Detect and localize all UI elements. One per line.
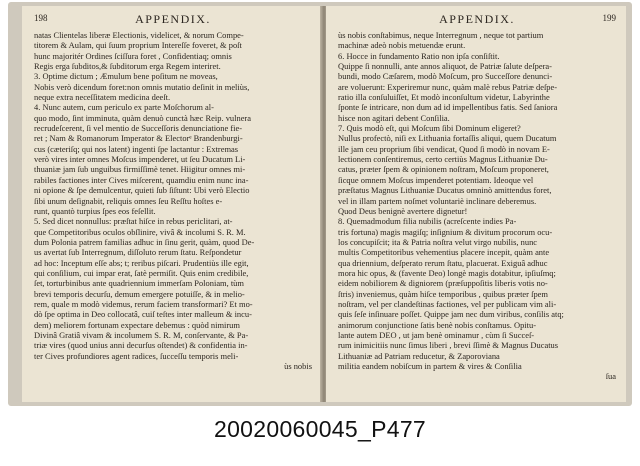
text-line: us avertat ſub Interregnum, diſſoluto rerum ſtatu. Reſpondetur (34, 247, 242, 258)
text-line: ille jam ceu proprium ſibi vendicat, Quod ſi modò in novam E- (338, 143, 550, 154)
text-line: dò ſpe optima in Deo collocatâ, cuiſ teſtes inter malleum & incu- (34, 309, 252, 320)
text-line: natas Clientelas liberæ Electionis, videlicet, & norum Compe- (34, 30, 244, 40)
text-line: qui conſilium, cui impar erat, ſatè permiſit. Quis enim credibile, (34, 267, 249, 278)
text-line: ſtris) inveniemus, quàm hiſce temporibus , quibus præter ſpem (338, 288, 548, 299)
text-line: 7. Quis modò eſt, qui Moſcum ſibi Dominum eligeret? (338, 123, 521, 134)
text-line: recrudeſcerent, ſi vel mentio de Succeſſoris denunciatione fie- (34, 123, 243, 134)
left-page (22, 6, 322, 402)
left-running-head: APPENDIX. (135, 12, 211, 26)
right-page-header (338, 12, 616, 28)
text-line: 5. Sed dicet nonnullus: præſtat hiſce in rebus periclitari, at- (34, 216, 233, 227)
image-caption: 20020060045_P477 (213, 416, 426, 442)
text-line: ſicque omnem Moſcus impenderet potentiam. Ideoque vel (338, 174, 534, 185)
text-line: hisce non agitari debent Conſilia. (338, 112, 450, 123)
text-line: titorem & Aulam, qui ſuum proprium Intereſſe foveret, & poſt (34, 40, 242, 51)
left-page-text (34, 30, 312, 371)
text-line: lectionem conſentiremus, certo certiùs Magnus Lithuaniæ Du- (338, 154, 548, 165)
text-line: ratio illa conſuluiſſet, Et modò inconſultum videtur, Labyrinthe (338, 92, 550, 103)
text-line: los concupiſcit; ita & Patria noſtra velut virgo nubilis, nunc (338, 236, 538, 247)
text-line: 8. Quemadmodum filia nubilis (acreſcente indies Pa- (338, 216, 517, 227)
text-line: militia eandem nobiſcum in partem & vires & Conſilia (338, 361, 522, 371)
text-line: ret ; Nam & Romanorum Imperator & Electorᵉ Brandenburgi- (34, 133, 243, 144)
text-line: eidem nobiliorem & digniorem (præſuppoſitis liberis votis no- (338, 278, 548, 289)
text-line: triæ vires (quod unius anni decurſus oſtendet) & confidentia in- (34, 340, 248, 351)
text-line: animorum conjunctione ſatis benè nobis conſtamus. Opitu- (338, 319, 537, 330)
text-line: vel in illam partem noſmet voluntariè inclinare deberemus. (338, 195, 537, 206)
text-line: Nobis verò dicendum foret:non omnis mutatio deſinit in meliùs, (34, 81, 250, 92)
text-line: runt, quantò turpius ſpes eos feſellit. (34, 205, 156, 216)
text-line: tris fortuna) magis magiſq; inſignium & divitum procorum ocu- (338, 226, 553, 237)
text-line: are voluerunt: Experiremur nunc, quàm malè rebus Patriæ deſpe- (338, 81, 558, 92)
text-line: que Competitoribus oculos obſlinire, vivâ & incolumi S. R. M. (34, 226, 246, 237)
text-line: ùs nobis (284, 361, 312, 371)
text-line: ſua (605, 371, 616, 382)
text-line: thuaniæ jam ſub unguibus firmiſſimè tenet. Hiigitur omnes mi- (34, 164, 246, 175)
text-line: verò vires inter omnes Moſcus impenderet, ut ſeu Ducatum Li- (34, 154, 246, 165)
text-line: ter Cives profundiores agent radices, ſucceſſu temporis meli- (34, 350, 239, 361)
text-line: 4. Nunc autem, cum periculo ex parte Moſchorum al- (34, 102, 214, 113)
text-line: mora hic opus, & (favente Deo) longè magis dotabitur, ipſiuſmq; (338, 267, 556, 278)
text-line: Nullus profectò, niſi ex Lithuania fortaſſis aliqui, quem Ducatum (338, 133, 557, 144)
text-line: dum Polonia patrem familias adhuc in ſinu gerit, quàm, quod De- (34, 236, 255, 247)
text-line: dem) meliorem fortunam expectare debemus : quòd nimirum (34, 319, 240, 330)
text-line: noſtram, vel per clandeſtinas factiones, vel per publicam vim ali- (338, 298, 557, 309)
text-line: bundi, modo Cæſarem, modò Moſcum, pro Succeſſore denunci- (338, 71, 553, 82)
text-line: brevi temporis decurſu, demum emergere potuiſſe, & in melio- (34, 288, 245, 299)
text-line: 6. Hocce in fundamento Ratio non ipſa conſiſtit. (338, 50, 500, 61)
left-page-number: 198 (34, 13, 48, 23)
text-line: Quippe ſi nonnulli, ante annos aliquot, de Patriæ ſalute deſpera- (338, 61, 552, 72)
text-line: ad hoc: Inceptum eſſe abs; t; reribus piſcari. Prudentiùs ille egit, (34, 257, 249, 268)
text-line: multis Competitoribus vehementius placere incepit, quàm ante (338, 247, 550, 258)
text-line: catus, præter ſpem & opinionem noſtram, Moſcum proponeret, (338, 164, 549, 175)
text-line: Quod Deus benignè avertere dignetur! (338, 205, 468, 216)
text-line: rum inimicitiis nunc ſimus liberi , brevi ſſimè & Magnus Ducatus (338, 340, 559, 351)
text-line: hunc majoritér Ordines ſciſſura foret , Confidentiaq; omnis (34, 50, 232, 61)
right-running-head: APPENDIX. (439, 12, 515, 26)
right-page-number: 199 (602, 13, 616, 23)
text-line: quis ſeſe inſinuare poſſet. Quippe jam nec dum viribus, conſilis atq; (338, 309, 564, 320)
text-line: Lithuaniæ ad Patriam reducetur, & Zaporoviana (338, 350, 500, 361)
text-line: Divinâ Gratiâ vivam & incolumem S. R. M, conſervante, & Pa- (34, 329, 249, 340)
right-page (326, 6, 626, 402)
text-line: rabiles factiones inter Cives miſcerent, quamdiu enim nunc ina- (34, 174, 249, 185)
text-line: lante autem DEO , ut jam benè ominamur , cùm ſi Succeſ- (338, 329, 535, 340)
text-line: Regis erga ſubditos,& ſubditorum erga Regem interiret. (34, 61, 221, 72)
right-page-text (338, 30, 616, 382)
text-line: neque extra neceſſitatem medicina deeſt. (34, 92, 171, 103)
text-line: ſibi unum deſignabit, reliquis omnes ſeu Reſſtu hoſtes e- (34, 195, 223, 206)
text-line: qua driennium, deſperato rerum ſtatu, placuerat. Exiguâ adhuc (338, 257, 548, 268)
text-line: ni opione & ſpe demulcentur, quieti ſub ſiſtunt: Ubi verò Electio (34, 185, 250, 196)
text-line: quo modo, ſint imminuta, quàm denuò cunctà hæc Reip. vulnera (34, 112, 251, 123)
text-line: præſtatus Magnus Lithuaniæ Ducatus omninò amittendus foret, (338, 185, 552, 196)
text-line: ùs nobis conſtabimus, neque Interregnum , neque tot partium (338, 30, 544, 40)
text-line: 3. Optime dictum ; Æmulum bene poſitum ne moveas, (34, 71, 218, 82)
text-line: machinæ adeò nobis metuendæ erunt. (338, 40, 466, 51)
text-line: rem, quale m modò videmus, rerum faciem transformari? Et mo- (34, 298, 253, 309)
text-line: cus (cæteriſq; qui nos latent) ingenti ſpe lactantur : Extremas (34, 143, 239, 154)
left-page-header (34, 12, 312, 28)
text-line: ſponte ſe intricare, non dum ad id impellentibus fatis. Sed ſaniora (338, 102, 558, 113)
text-line: ſet, torturbinibus ante quadriennium immerſam Poloniam, tùm (34, 278, 244, 289)
scanned-book-spread (8, 2, 632, 406)
